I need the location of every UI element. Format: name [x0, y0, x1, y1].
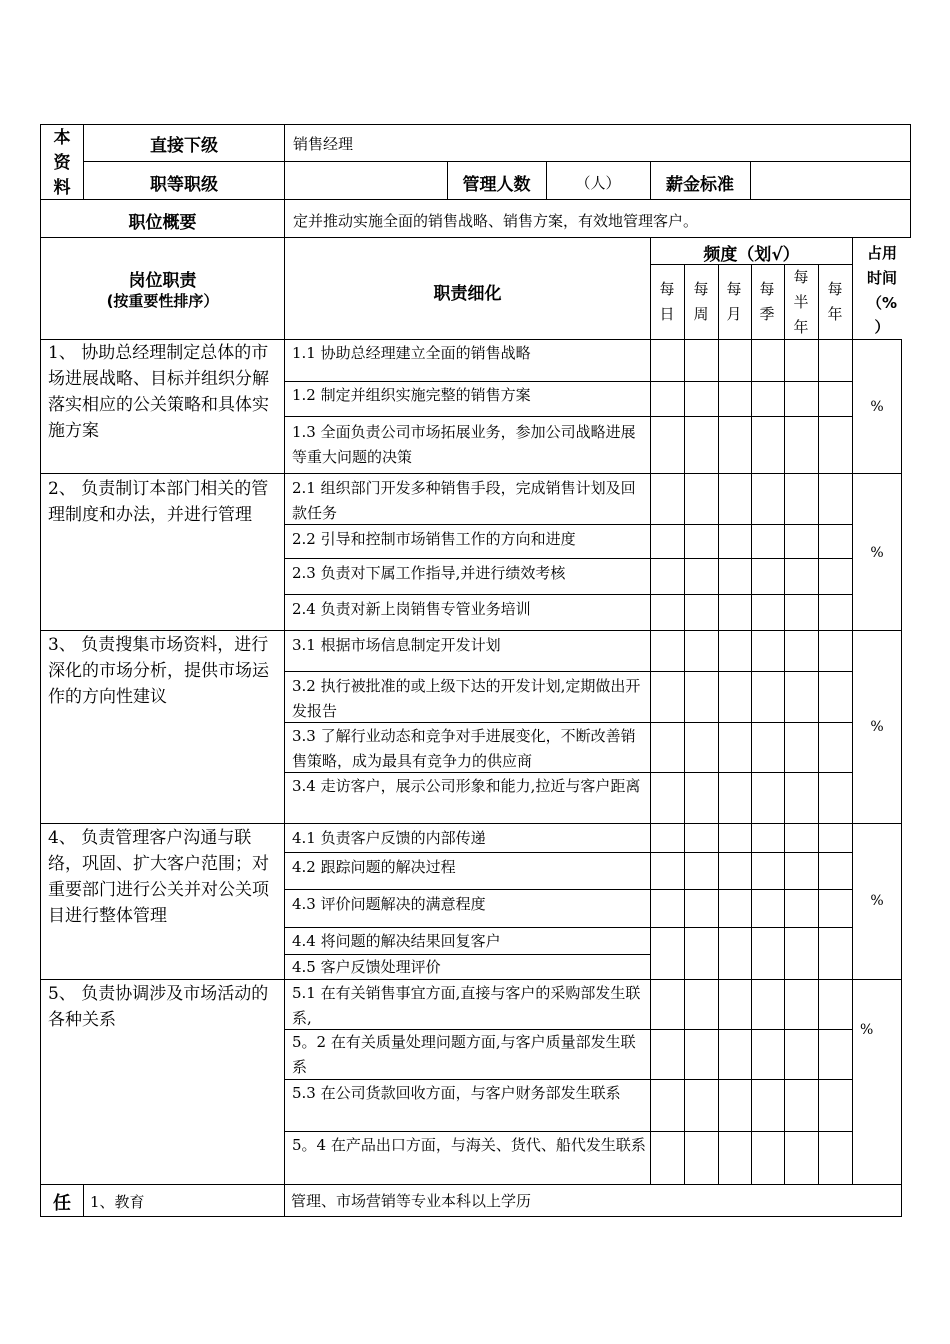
- duty-2-detail-3: 2.3 负责对下属工作指导,并进行绩效考核: [292, 564, 566, 582]
- freq-col-monthly: 每月: [726, 280, 742, 323]
- basic-info-section-label: 本资料: [53, 128, 71, 198]
- freq-col-weekly: 每周: [693, 280, 709, 323]
- duty-3-percent: %: [870, 719, 884, 735]
- duty-4-detail-1: 4.1 负责客户反馈的内部传递: [292, 829, 486, 847]
- direct-subordinate-value: 销售经理: [293, 135, 354, 153]
- duty-1-percent: %: [870, 399, 884, 415]
- duty-4-detail-4: 4.4 将问题的解决结果回复客户: [292, 932, 501, 950]
- duty-4-detail-3: 4.3 评价问题解决的满意程度: [292, 895, 486, 913]
- duty-3-detail-2: 3.2 执行被批准的或上级下达的开发计划,定期做出开发报告: [292, 677, 641, 720]
- duty-1-detail-1: 1.1 协助总经理建立全面的销售战略: [292, 344, 531, 362]
- overview-value: 定并推动实施全面的销售战略、销售方案，有效地管理客户。: [293, 212, 699, 230]
- duty-4-percent: %: [870, 893, 884, 909]
- duty-header-label: 岗位职责: [128, 271, 197, 291]
- freq-col-yearly: 每年: [827, 280, 843, 323]
- duty-2-text: 2、 负责制订本部门相关的管理制度和办法，并进行管理: [48, 479, 269, 525]
- education-label: 1、教育: [90, 1193, 145, 1211]
- duty-1-text: 1、 协助总经理制定总体的市场进展战略、目标并组织分解落实相应的公关策略和具体实施方案: [48, 343, 269, 441]
- duty-5-detail-2: 5。2 在有关质量处理问题方面,与客户质量部发生联系: [292, 1033, 636, 1076]
- duty-2-detail-4: 2.4 负责对新上岗销售专管业务培训: [292, 600, 531, 618]
- duty-2-detail-2: 2.2 引导和控制市场销售工作的方向和进度: [292, 530, 576, 548]
- time-header-line-1: 占用: [866, 244, 897, 262]
- freq-col-daily: 每日: [659, 280, 675, 323]
- duty-1-detail-3: 1.3 全面负责公司市场拓展业务，参加公司战略进展等重大问题的决策: [292, 423, 636, 466]
- duty-5-detail-3: 5.3 在公司货款回收方面，与客户财务部发生联系: [292, 1084, 621, 1102]
- managed-count-value: （人）: [575, 174, 621, 192]
- duty-3-detail-4: 3.4 走访客户，展示公司形象和能力,拉近与客户距离: [292, 777, 641, 795]
- duty-4-detail-5: 4.5 客户反馈处理评价: [292, 958, 441, 976]
- duty-3-detail-1: 3.1 根据市场信息制定开发计划: [292, 636, 501, 654]
- grade-label: 职等职级: [150, 175, 218, 195]
- time-header-line-4: ）: [874, 318, 890, 336]
- managed-count-label: 管理人数: [462, 175, 531, 195]
- freq-col-half-year: 每半年: [793, 268, 809, 336]
- time-header-line-3: （%: [866, 294, 898, 312]
- overview-label: 职位概要: [128, 213, 197, 233]
- duty-2-detail-1: 2.1 组织部门开发多种销售手段，完成销售计划及回款任务: [292, 479, 636, 522]
- duty-5-detail-1: 5.1 在有关销售事宜方面,直接与客户的采购部发生联系,: [292, 984, 641, 1027]
- duty-header-subtitle: (按重要性排序）: [106, 292, 219, 310]
- education-value: 管理、市场营销等专业本科以上学历: [291, 1192, 532, 1210]
- salary-label: 薪金标准: [666, 175, 734, 195]
- frequency-header-label: 频度（划√）: [703, 245, 800, 265]
- duty-4-text: 4、 负责管理客户沟通与联络，巩固、扩大客户范围；对重要部门进行公关并对公关项目进行整体管理: [48, 828, 269, 926]
- direct-subordinate-label: 直接下级: [150, 136, 218, 156]
- detail-header-label: 职责细化: [433, 284, 502, 304]
- freq-col-quarterly: 每季: [759, 280, 775, 323]
- time-header-line-2: 时间: [866, 269, 897, 287]
- duty-4-detail-2: 4.2 跟踪问题的解决过程: [292, 858, 456, 876]
- duty-3-text: 3、 负责搜集市场资料，进行深化的市场分析，提供市场运作的方向性建议: [48, 635, 269, 707]
- qualification-section-label: 任: [53, 1193, 71, 1214]
- duty-5-percent: %: [860, 1022, 874, 1038]
- duty-2-percent: %: [870, 545, 884, 561]
- duty-5-detail-4: 5。4 在产品出口方面，与海关、货代、船代发生联系: [292, 1136, 646, 1154]
- duty-3-detail-3: 3.3 了解行业动态和竞争对手进展变化，不断改善销售策略，成为最具有竞争力的供应商: [292, 727, 636, 770]
- duty-1-detail-2: 1.2 制定并组织实施完整的销售方案: [292, 386, 531, 404]
- duty-5-text: 5、 负责协调涉及市场活动的各种关系: [48, 984, 269, 1030]
